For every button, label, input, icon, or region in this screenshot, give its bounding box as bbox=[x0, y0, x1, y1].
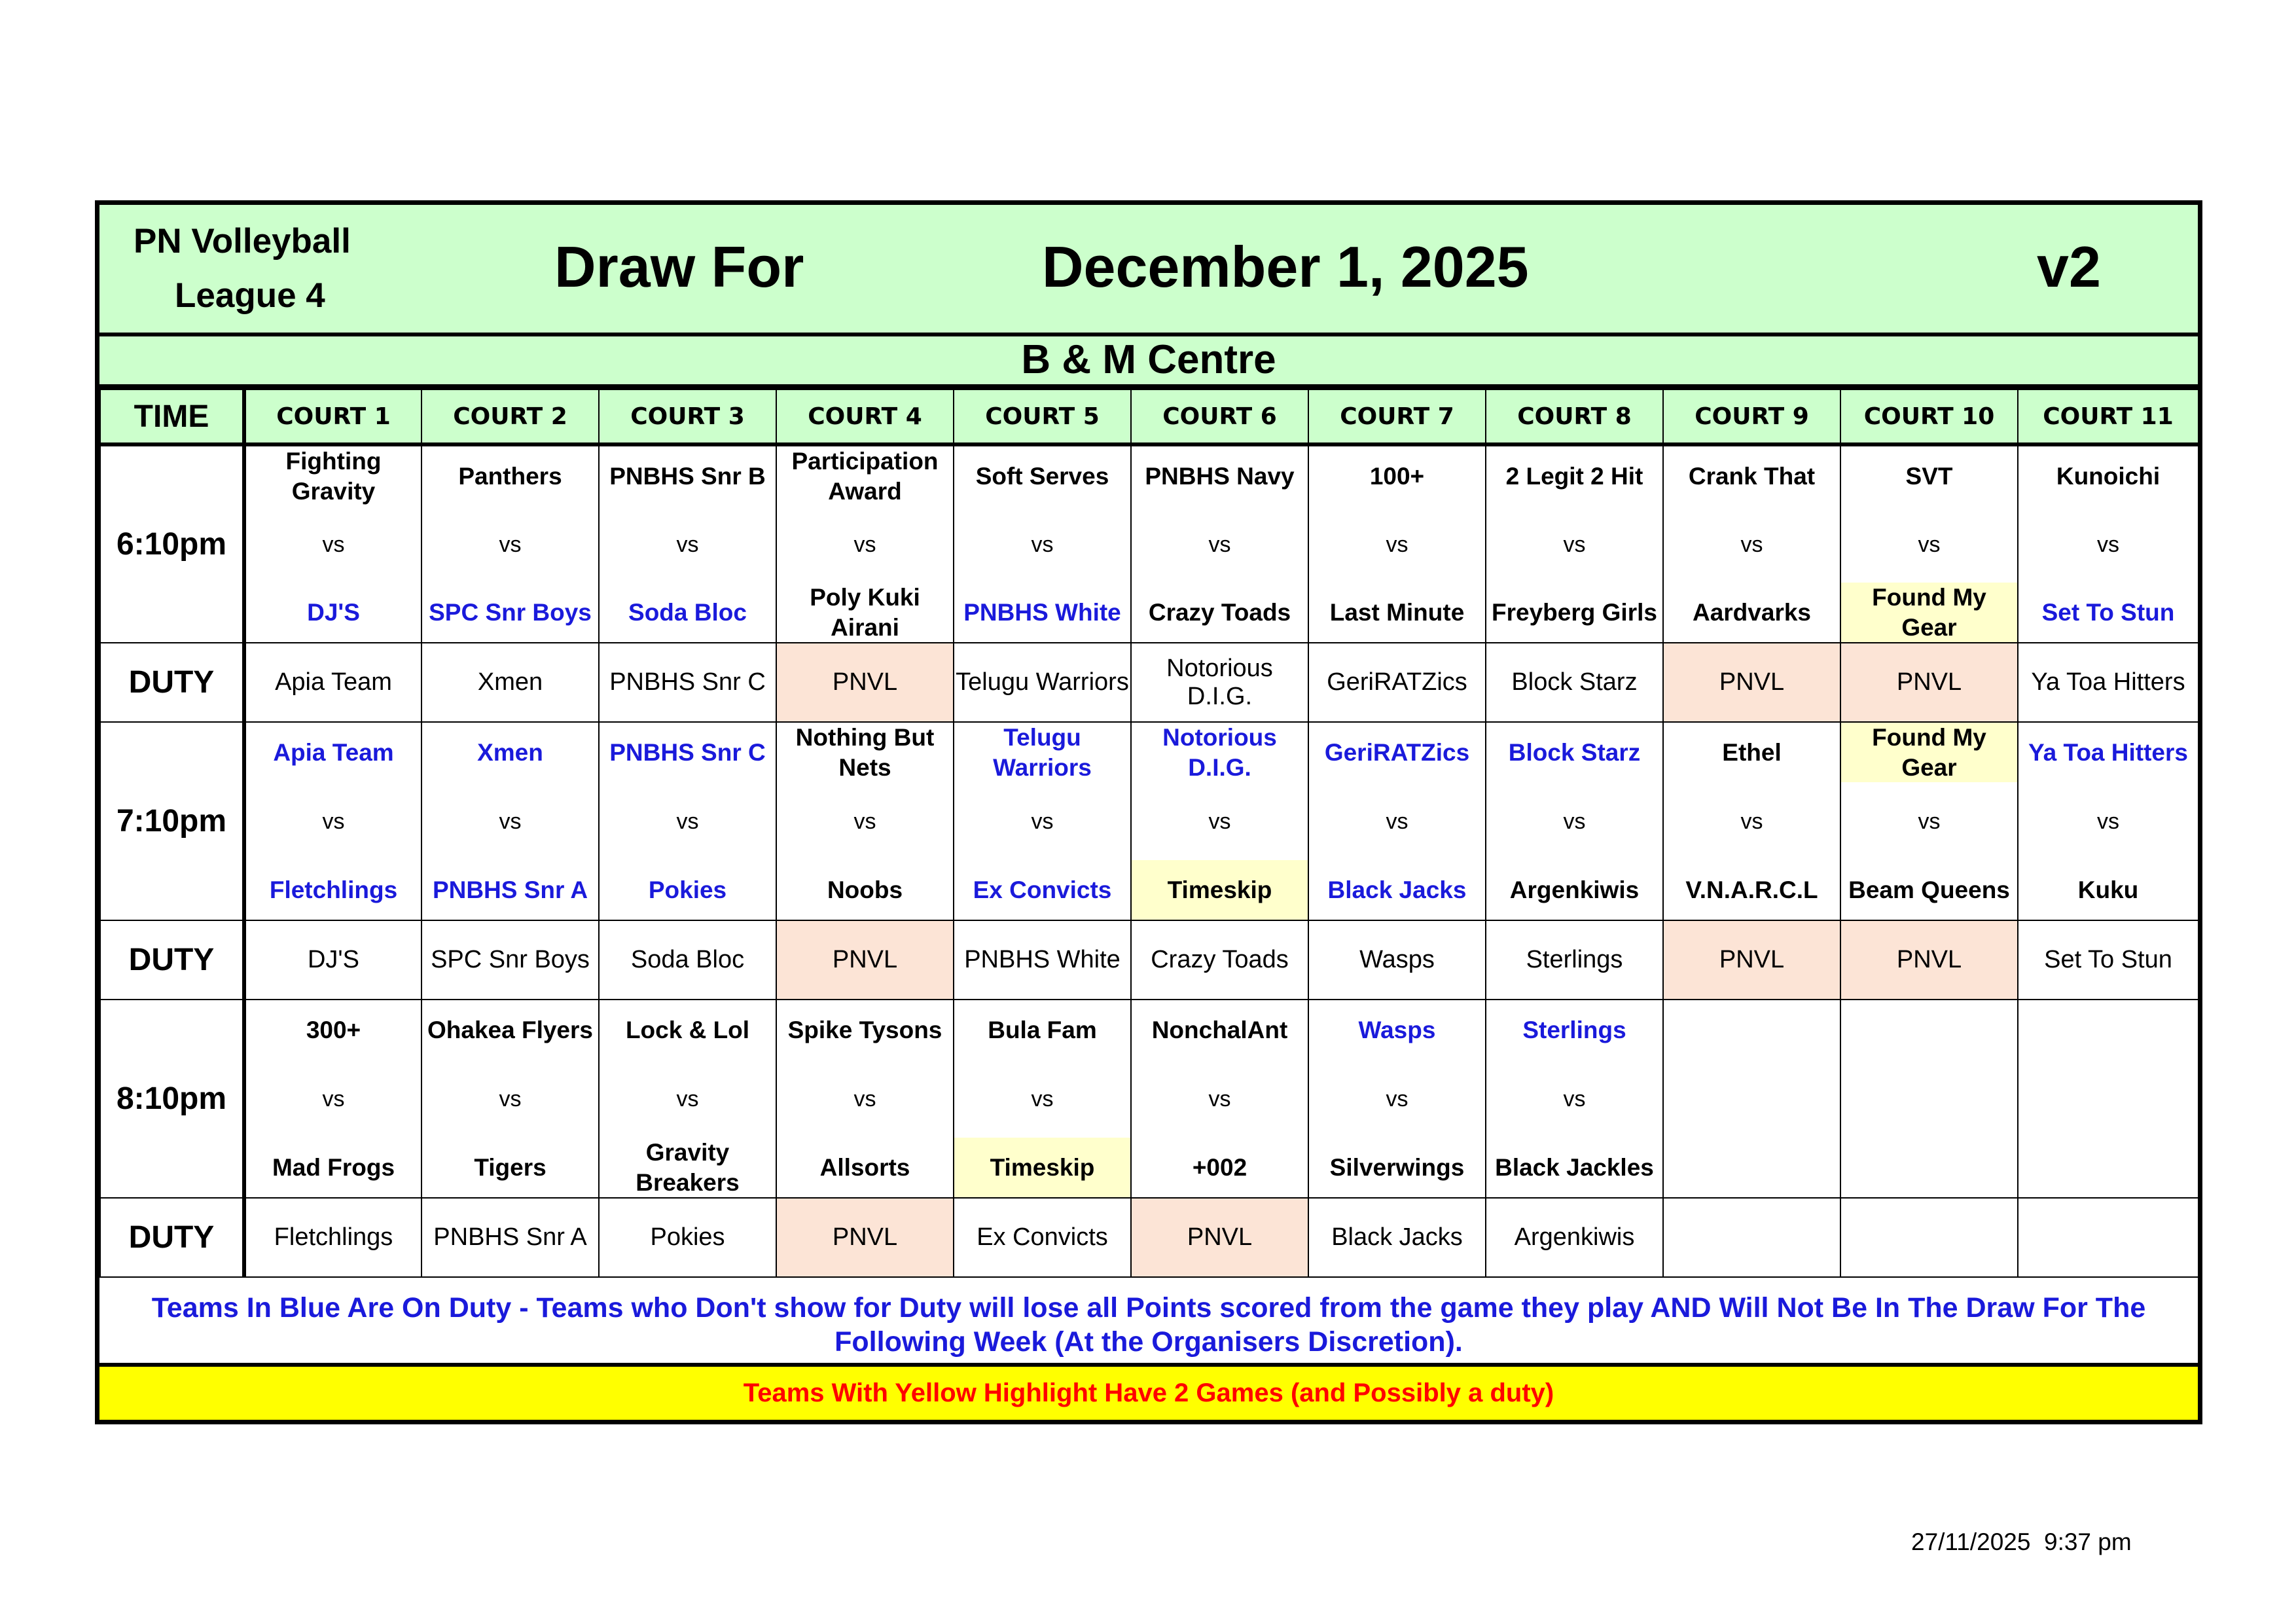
duty-team: Argenkiwis bbox=[1486, 1198, 1663, 1277]
home-team: SVT bbox=[1905, 462, 1953, 490]
duty-label: DUTY bbox=[100, 643, 244, 722]
match-cell bbox=[1840, 722, 2018, 920]
duty-team: Block Starz bbox=[1486, 643, 1663, 722]
home-team: Bula Fam bbox=[988, 1016, 1097, 1043]
home-team: PNBHS Snr B bbox=[609, 462, 766, 490]
match-cell bbox=[244, 444, 422, 643]
vs-label: vs bbox=[676, 808, 699, 834]
vs-label: vs bbox=[499, 808, 522, 834]
home-team: Notorious D.I.G. bbox=[1162, 723, 1277, 781]
duty-team: PNVL bbox=[1840, 643, 2018, 722]
time-slot-label: 8:10pm bbox=[100, 1000, 244, 1198]
match-cell bbox=[2018, 722, 2198, 920]
duty-team: Crazy Toads bbox=[1131, 920, 1308, 1000]
duty-row bbox=[100, 643, 2198, 722]
home-team: GeriRATZics bbox=[1324, 738, 1470, 766]
away-team: PNBHS White bbox=[963, 598, 1121, 626]
duty-team: PNVL bbox=[776, 1198, 954, 1277]
away-team: V.N.A.R.C.L bbox=[1685, 876, 1818, 903]
away-team: Argenkiwis bbox=[1509, 876, 1640, 903]
match-cell bbox=[422, 722, 599, 920]
match-cell bbox=[422, 444, 599, 643]
duty-team: Ex Convicts bbox=[954, 1198, 1131, 1277]
duty-team: Notorious D.I.G. bbox=[1131, 643, 1308, 722]
time-column-header: TIME bbox=[100, 389, 244, 444]
home-team: PNBHS Navy bbox=[1145, 462, 1295, 490]
away-team: Black Jacks bbox=[1327, 876, 1467, 903]
match-cell bbox=[1131, 444, 1308, 643]
league-title-line1: PN Volleyball bbox=[134, 222, 351, 261]
duty-team bbox=[2018, 1198, 2198, 1277]
match-cell bbox=[2018, 444, 2198, 643]
match-cell bbox=[1131, 722, 1308, 920]
home-team: Ya Toa Hitters bbox=[2028, 738, 2188, 766]
duty-team: PNBHS Snr A bbox=[422, 1198, 599, 1277]
duty-row bbox=[100, 920, 2198, 1000]
away-team: Ex Convicts bbox=[973, 876, 1112, 903]
league-title-line2: League 4 bbox=[175, 276, 325, 315]
match-cell bbox=[1840, 444, 2018, 643]
time-slot-label: 7:10pm bbox=[100, 722, 244, 920]
duty-team: PNVL bbox=[776, 643, 954, 722]
court-header: COURT 3 bbox=[599, 389, 776, 444]
vs-label: vs bbox=[1563, 1086, 1586, 1111]
duty-team: Black Jacks bbox=[1308, 1198, 1486, 1277]
vs-label: vs bbox=[1031, 1086, 1054, 1111]
duty-team: Set To Stun bbox=[2018, 920, 2198, 1000]
match-cell bbox=[1308, 1000, 1486, 1198]
away-team: SPC Snr Boys bbox=[429, 598, 592, 626]
home-team: Wasps bbox=[1358, 1016, 1436, 1043]
home-team: Soft Serves bbox=[975, 462, 1109, 490]
match-cell bbox=[1663, 1000, 1840, 1198]
match-cell bbox=[1486, 444, 1663, 643]
vs-label: vs bbox=[1386, 808, 1408, 834]
court-header: COURT 1 bbox=[244, 389, 422, 444]
vs-label: vs bbox=[1208, 532, 1231, 557]
vs-label: vs bbox=[1563, 532, 1586, 557]
duty-team: Soda Bloc bbox=[599, 920, 776, 1000]
match-row bbox=[100, 1000, 2198, 1198]
away-team: Fletchlings bbox=[269, 876, 398, 903]
court-header: COURT 11 bbox=[2018, 389, 2198, 444]
duty-team: GeriRATZics bbox=[1308, 643, 1486, 722]
duty-row bbox=[100, 1198, 2198, 1277]
court-header: COURT 10 bbox=[1840, 389, 2018, 444]
vs-label: vs bbox=[676, 1086, 699, 1111]
court-header: COURT 6 bbox=[1131, 389, 1308, 444]
away-team: Poly Kuki Airani bbox=[810, 583, 920, 641]
venue-title: B & M Centre bbox=[99, 336, 2198, 389]
duty-team: PNVL bbox=[776, 920, 954, 1000]
vs-label: vs bbox=[499, 532, 522, 557]
duty-team bbox=[1663, 1198, 1840, 1277]
duty-team: Fletchlings bbox=[244, 1198, 422, 1277]
duty-team: PNVL bbox=[1663, 643, 1840, 722]
home-team: Spike Tysons bbox=[787, 1016, 942, 1043]
duty-label: DUTY bbox=[100, 1198, 244, 1277]
match-cell bbox=[422, 1000, 599, 1198]
duty-label: DUTY bbox=[100, 920, 244, 1000]
vs-label: vs bbox=[853, 532, 876, 557]
duty-team: Ya Toa Hitters bbox=[2018, 643, 2198, 722]
draw-for-label: Draw For bbox=[554, 234, 804, 299]
away-team: Last Minute bbox=[1329, 598, 1465, 626]
vs-label: vs bbox=[676, 532, 699, 557]
home-team: Apia Team bbox=[273, 738, 394, 766]
match-cell bbox=[599, 1000, 776, 1198]
home-team: Found My Gear bbox=[1841, 723, 2017, 782]
away-team: Kuku bbox=[2077, 876, 2139, 903]
away-team: Soda Bloc bbox=[628, 598, 747, 626]
vs-label: vs bbox=[1918, 808, 1941, 834]
away-team: Allsorts bbox=[819, 1153, 910, 1181]
home-team: Xmen bbox=[477, 738, 543, 766]
match-cell bbox=[954, 1000, 1131, 1198]
vs-label: vs bbox=[853, 808, 876, 834]
vs-label: vs bbox=[322, 808, 345, 834]
duty-team: DJ'S bbox=[244, 920, 422, 1000]
match-cell bbox=[244, 722, 422, 920]
match-cell bbox=[1308, 444, 1486, 643]
away-team: Black Jackles bbox=[1495, 1153, 1654, 1181]
match-cell bbox=[2018, 1000, 2198, 1198]
away-team: Mad Frogs bbox=[272, 1153, 395, 1181]
court-header: COURT 9 bbox=[1663, 389, 1840, 444]
match-cell bbox=[1486, 1000, 1663, 1198]
court-header: COURT 7 bbox=[1308, 389, 1486, 444]
match-cell bbox=[244, 1000, 422, 1198]
duty-team: Sterlings bbox=[1486, 920, 1663, 1000]
draw-version: v2 bbox=[2037, 234, 2101, 299]
away-team: +002 bbox=[1192, 1153, 1247, 1181]
vs-label: vs bbox=[1918, 532, 1941, 557]
away-team: DJ'S bbox=[307, 598, 360, 626]
match-cell bbox=[1308, 722, 1486, 920]
vs-label: vs bbox=[1386, 532, 1408, 557]
match-cell bbox=[599, 722, 776, 920]
home-team: Ohakea Flyers bbox=[427, 1016, 593, 1043]
match-cell bbox=[776, 722, 954, 920]
draw-sheet bbox=[95, 200, 2202, 1424]
match-cell bbox=[599, 444, 776, 643]
home-team: Fighting Gravity bbox=[285, 447, 382, 505]
home-team: Nothing But Nets bbox=[795, 723, 935, 781]
away-team: Tigers bbox=[474, 1153, 547, 1181]
match-cell bbox=[954, 444, 1131, 643]
print-timestamp: 27/11/2025 9:37 pm bbox=[1911, 1528, 2132, 1555]
match-cell bbox=[1486, 722, 1663, 920]
away-team: Aardvarks bbox=[1692, 598, 1811, 626]
match-cell bbox=[1663, 444, 1840, 643]
duty-team: PNBHS White bbox=[954, 920, 1131, 1000]
duty-team: Xmen bbox=[422, 643, 599, 722]
duty-team: Wasps bbox=[1308, 920, 1486, 1000]
draw-date: December 1, 2025 bbox=[1042, 234, 1529, 299]
match-cell bbox=[1840, 1000, 2018, 1198]
court-header: COURT 4 bbox=[776, 389, 954, 444]
draw-table bbox=[99, 389, 2199, 1278]
away-team: Beam Queens bbox=[1848, 876, 2010, 903]
duty-team bbox=[1840, 1198, 2018, 1277]
home-team: Sterlings bbox=[1522, 1016, 1626, 1043]
match-row bbox=[100, 444, 2198, 643]
court-header: COURT 2 bbox=[422, 389, 599, 444]
home-team: Participation Award bbox=[791, 447, 939, 505]
vs-label: vs bbox=[1740, 808, 1763, 834]
home-team: Block Starz bbox=[1508, 738, 1641, 766]
duty-team: Pokies bbox=[599, 1198, 776, 1277]
vs-label: vs bbox=[499, 1086, 522, 1111]
vs-label: vs bbox=[1740, 532, 1763, 557]
duty-rule-note: Teams In Blue Are On Duty - Teams who Don't show for Duty will lose all Points scored from the game they play AND Will Not Be In The Draw For The Following Week (At the Organisers Discretion). bbox=[99, 1282, 2198, 1367]
vs-label: vs bbox=[1031, 808, 1054, 834]
vs-label: vs bbox=[1031, 532, 1054, 557]
duty-team: PNVL bbox=[1663, 920, 1840, 1000]
vs-label: vs bbox=[1208, 1086, 1231, 1111]
home-team: 2 Legit 2 Hit bbox=[1505, 462, 1643, 490]
duty-team: PNVL bbox=[1840, 920, 2018, 1000]
court-header: COURT 5 bbox=[954, 389, 1131, 444]
duty-team: PNBHS Snr C bbox=[599, 643, 776, 722]
away-team: Freyberg Girls bbox=[1492, 598, 1657, 626]
duty-team: Apia Team bbox=[244, 643, 422, 722]
vs-label: vs bbox=[2097, 808, 2119, 834]
match-cell bbox=[776, 444, 954, 643]
away-team: Pokies bbox=[648, 876, 727, 903]
home-team: Kunoichi bbox=[2056, 462, 2161, 490]
home-team: Panthers bbox=[458, 462, 562, 490]
away-team: Timeskip bbox=[1132, 860, 1308, 920]
away-team: Crazy Toads bbox=[1148, 598, 1291, 626]
time-slot-label: 6:10pm bbox=[100, 444, 244, 643]
match-cell bbox=[1663, 722, 1840, 920]
home-team: 100+ bbox=[1369, 462, 1425, 490]
duty-team: Telugu Warriors bbox=[954, 643, 1131, 722]
match-cell bbox=[954, 722, 1131, 920]
home-team: 300+ bbox=[306, 1016, 361, 1043]
away-team: Found My Gear bbox=[1841, 583, 2017, 642]
vs-label: vs bbox=[853, 1086, 876, 1111]
vs-label: vs bbox=[1386, 1086, 1408, 1111]
court-header: COURT 8 bbox=[1486, 389, 1663, 444]
vs-label: vs bbox=[322, 1086, 345, 1111]
yellow-highlight-note: Teams With Yellow Highlight Have 2 Games (and Possibly a duty) bbox=[99, 1367, 2198, 1420]
match-row bbox=[100, 722, 2198, 920]
vs-label: vs bbox=[2097, 532, 2119, 557]
home-team: Ethel bbox=[1722, 738, 1782, 766]
home-team: Lock & Lol bbox=[625, 1016, 750, 1043]
vs-label: vs bbox=[1208, 808, 1231, 834]
away-team: Timeskip bbox=[954, 1138, 1130, 1197]
away-team: Set To Stun bbox=[2041, 598, 2175, 626]
home-team: NonchalAnt bbox=[1151, 1016, 1288, 1043]
home-team: Telugu Warriors bbox=[993, 723, 1092, 781]
column-header-row bbox=[100, 389, 2198, 444]
away-team: Gravity Breakers bbox=[636, 1138, 740, 1196]
away-team: Silverwings bbox=[1329, 1153, 1465, 1181]
vs-label: vs bbox=[1563, 808, 1586, 834]
duty-team: PNVL bbox=[1131, 1198, 1308, 1277]
away-team: PNBHS Snr A bbox=[432, 876, 588, 903]
away-team: Noobs bbox=[827, 876, 903, 903]
home-team: Crank That bbox=[1688, 462, 1816, 490]
home-team: PNBHS Snr C bbox=[609, 738, 766, 766]
draw-header bbox=[99, 205, 2198, 336]
match-cell bbox=[1131, 1000, 1308, 1198]
duty-team: SPC Snr Boys bbox=[422, 920, 599, 1000]
match-cell bbox=[776, 1000, 954, 1198]
vs-label: vs bbox=[322, 532, 345, 557]
